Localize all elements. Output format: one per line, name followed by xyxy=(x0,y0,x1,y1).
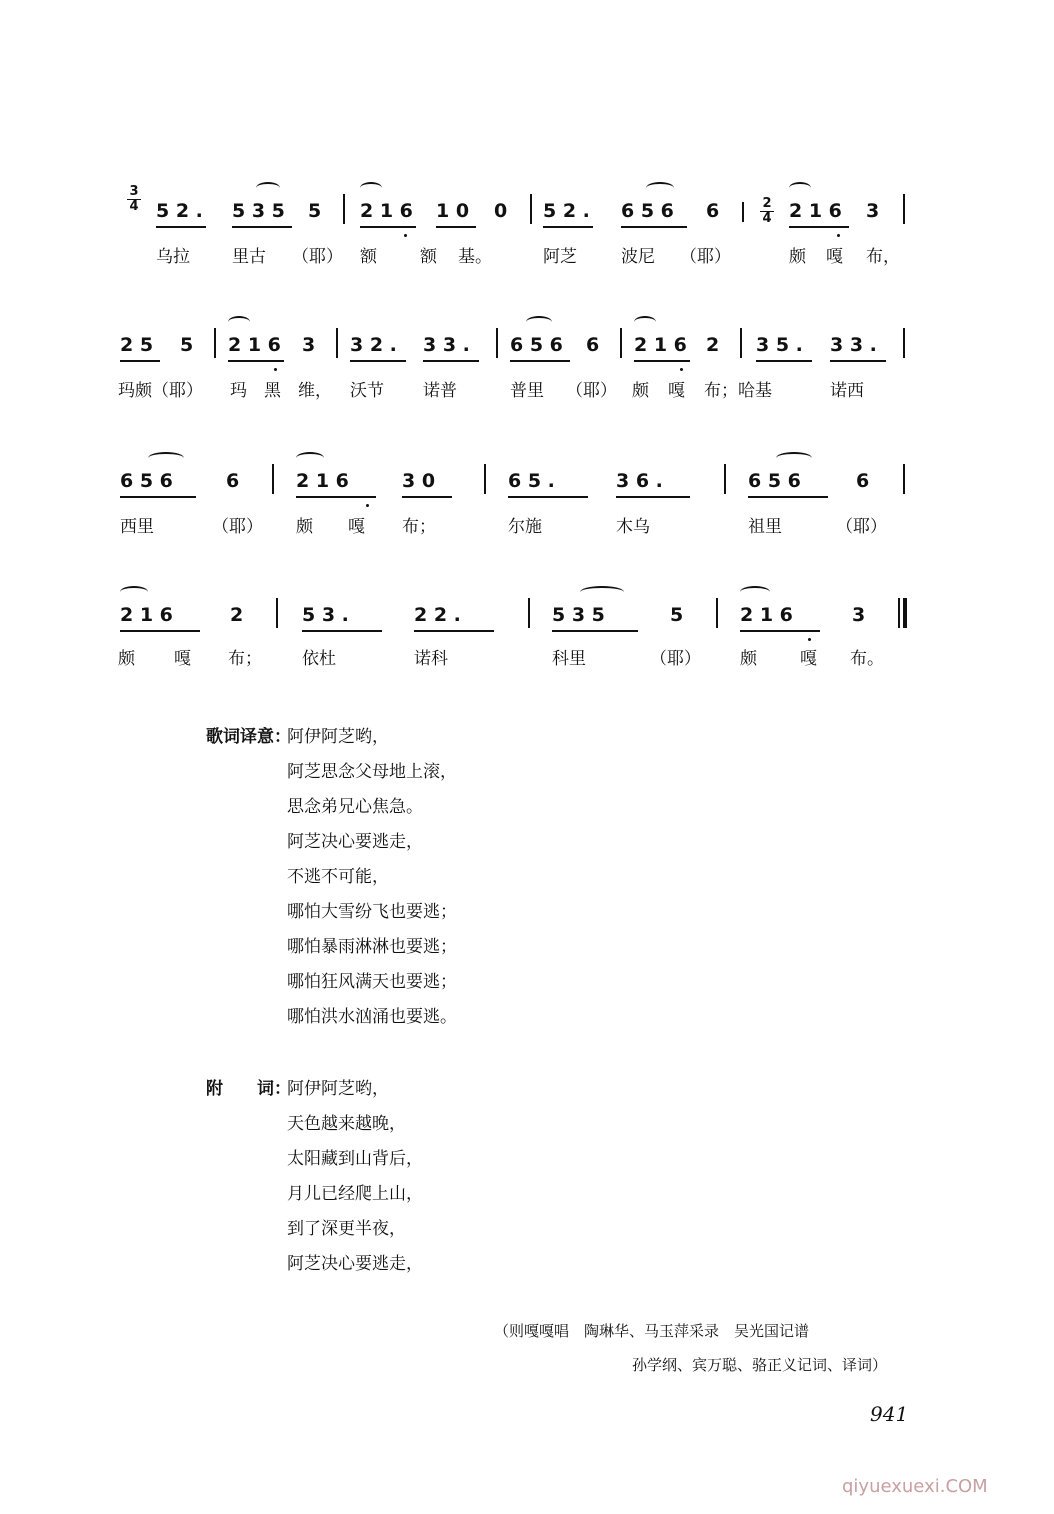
translation-lines xyxy=(287,722,457,1037)
octave-dot xyxy=(274,368,277,371)
underline xyxy=(789,226,849,228)
lyric: （耶） xyxy=(292,247,343,267)
note-group: 6 5 6 xyxy=(748,470,801,492)
bar-line xyxy=(276,598,278,628)
note-group: 5 3 5 xyxy=(552,604,605,626)
bar-line xyxy=(336,328,338,358)
tie-arc xyxy=(776,452,812,464)
underline xyxy=(414,630,494,632)
bar-line xyxy=(903,194,905,224)
translation-line: 阿伊阿芝哟， xyxy=(287,727,389,747)
note-group: 6 xyxy=(706,200,720,222)
note-group: 2 1 6 xyxy=(740,604,793,626)
lyric: 布； xyxy=(228,649,262,669)
lyrics-row-3 xyxy=(0,512,1054,552)
bar-line xyxy=(716,598,718,628)
appendix-label: 附 词： xyxy=(206,1079,291,1099)
staff-row-4 xyxy=(0,604,1054,644)
translation-line: 哪怕洪水汹涌也要逃。 xyxy=(287,1007,457,1027)
note-group: 5 xyxy=(670,604,684,626)
octave-dot xyxy=(404,234,407,237)
appendix-line: 月儿已经爬上山， xyxy=(287,1184,423,1204)
octave-dot xyxy=(366,504,369,507)
note-group: 2 1 6 xyxy=(634,334,687,356)
appendix-line: 天色越来越晚， xyxy=(287,1114,406,1134)
underline xyxy=(616,496,690,498)
tie-arc xyxy=(526,316,552,328)
note-group: 3 3 . xyxy=(423,334,470,356)
translation-line: 哪怕狂风满天也要逃； xyxy=(287,972,457,992)
lyric: 沃节 xyxy=(350,381,384,401)
lyric: 维， xyxy=(298,381,332,401)
underline xyxy=(120,360,160,362)
note-group: 1 0 xyxy=(436,200,470,222)
lyric: 额 xyxy=(420,247,437,267)
bar-line xyxy=(272,464,274,494)
appendix-lines xyxy=(287,1074,423,1284)
note-group: 2 1 6 xyxy=(360,200,413,222)
lyric: 额 xyxy=(360,247,377,267)
lyric: 玛 xyxy=(230,381,247,401)
bar-line xyxy=(484,464,486,494)
lyric: 布， xyxy=(866,247,900,267)
bar-line xyxy=(620,328,622,358)
tie-arc xyxy=(228,316,250,328)
lyric: 普里 xyxy=(510,381,544,401)
note-group: 3 2 . xyxy=(350,334,397,356)
time-signature-2-4: 2 4 xyxy=(760,198,774,225)
bar-line xyxy=(903,328,905,358)
note-group: 2 2 . xyxy=(414,604,461,626)
underline xyxy=(552,630,638,632)
note-group: 6 xyxy=(226,470,240,492)
tie-arc xyxy=(120,586,148,598)
underline xyxy=(120,630,200,632)
lyric: 基。 xyxy=(458,247,492,267)
bar-line xyxy=(528,598,530,628)
lyric: 尔施 xyxy=(508,517,542,537)
appendix-line: 太阳藏到山背后， xyxy=(287,1149,423,1169)
note-group: 5 2 . xyxy=(543,200,590,222)
underline xyxy=(120,496,196,498)
lyric: 科里 xyxy=(552,649,586,669)
underline xyxy=(232,226,292,228)
bar-line xyxy=(740,328,742,358)
credit-line-2: 孙学纲、宾万聪、骆正义记词、译词） xyxy=(632,1356,888,1374)
tie-arc xyxy=(580,586,624,598)
note-group: 3 xyxy=(302,334,316,356)
appendix-line: 阿芝决心要逃走， xyxy=(287,1254,423,1274)
underline xyxy=(296,496,376,498)
lyrics-row-4 xyxy=(0,644,1054,684)
translation-line: 阿芝决心要逃走， xyxy=(287,832,423,852)
lyric: 布。 xyxy=(850,649,884,669)
lyric: 布； xyxy=(402,517,436,537)
lyric: 木乌 xyxy=(616,517,650,537)
note-group: 5 3 5 xyxy=(232,200,285,222)
note-group: 5 xyxy=(180,334,194,356)
note-group: 6 5 . xyxy=(508,470,555,492)
bar-line xyxy=(742,202,744,222)
underline xyxy=(830,360,886,362)
lyric: 布；哈基 xyxy=(704,381,772,401)
lyric: （耶） xyxy=(680,247,731,267)
translation-line: 思念弟兄心焦急。 xyxy=(287,797,423,817)
lyric: 颇 xyxy=(118,649,135,669)
appendix-line: 到了深更半夜， xyxy=(287,1219,406,1239)
underline xyxy=(740,630,820,632)
bar-line xyxy=(530,194,532,224)
note-group: 6 xyxy=(586,334,600,356)
lyric: 阿芝 xyxy=(543,247,577,267)
underline xyxy=(302,630,382,632)
tie-arc xyxy=(148,452,184,464)
end-bar-line xyxy=(898,598,900,628)
note-group: 5 2 . xyxy=(156,200,203,222)
lyric: 嘎 xyxy=(348,517,365,537)
lyric: 祖里 xyxy=(748,517,782,537)
bar-line xyxy=(903,464,905,494)
note-group: 6 5 6 xyxy=(621,200,674,222)
underline xyxy=(436,226,476,228)
underline xyxy=(621,226,687,228)
lyric: 颇 xyxy=(632,381,649,401)
note-group: 2 5 xyxy=(120,334,154,356)
note-group: 3 6 . xyxy=(616,470,663,492)
underline xyxy=(510,360,570,362)
lyric: （耶） xyxy=(650,649,701,669)
lyric: 诺普 xyxy=(423,381,457,401)
translation-line: 哪怕暴雨淋淋也要逃； xyxy=(287,937,457,957)
appendix-line: 阿伊阿芝哟， xyxy=(287,1079,389,1099)
tie-arc xyxy=(789,182,811,194)
watermark: qiyuexuexi.COM xyxy=(842,1476,988,1497)
end-bar-line-thick xyxy=(903,598,907,628)
underline xyxy=(748,496,828,498)
octave-dot xyxy=(808,638,811,641)
note-group: 3 3 . xyxy=(830,334,877,356)
note-group: 3 xyxy=(866,200,880,222)
staff-row-2 xyxy=(0,334,1054,374)
tie-arc xyxy=(646,182,674,194)
lyric: 依杜 xyxy=(302,649,336,669)
page-number: 941 xyxy=(870,1402,909,1426)
underline xyxy=(156,226,206,228)
note-group: 3 0 xyxy=(402,470,436,492)
note-group: 3 xyxy=(852,604,866,626)
note-group: 5 xyxy=(308,200,322,222)
lyrics-row-1 xyxy=(0,242,1054,282)
note-group: 2 xyxy=(230,604,244,626)
underline xyxy=(634,360,690,362)
underline xyxy=(508,496,588,498)
credit-line-1: （则嘎嘎唱 陶琳华、马玉萍采录 吴光国记谱 xyxy=(494,1322,810,1340)
underline xyxy=(423,360,479,362)
lyric: 里古 xyxy=(232,247,266,267)
note-group: 2 1 6 xyxy=(296,470,349,492)
note-group: 0 xyxy=(494,200,508,222)
underline xyxy=(350,360,406,362)
lyric: 波尼 xyxy=(621,247,655,267)
note-group: 2 xyxy=(706,334,720,356)
bar-line xyxy=(343,194,345,224)
bar-line xyxy=(724,464,726,494)
lyric: 颇 xyxy=(740,649,757,669)
lyric: 黑 xyxy=(264,381,281,401)
lyric: 颇 xyxy=(296,517,313,537)
bar-line xyxy=(214,328,216,358)
note-group: 6 5 6 xyxy=(120,470,173,492)
time-signature-3-4: 3 4 xyxy=(127,186,141,213)
note-group: 2 1 6 xyxy=(120,604,173,626)
staff-row-1 xyxy=(0,200,1054,240)
lyric: 玛颇（耶） xyxy=(118,381,203,401)
note-group: 5 3 . xyxy=(302,604,349,626)
lyric: 西里 xyxy=(120,517,154,537)
lyric: 嘎 xyxy=(826,247,843,267)
lyric: 诺科 xyxy=(414,649,448,669)
note-group: 6 5 6 xyxy=(510,334,563,356)
tie-arc xyxy=(634,316,656,328)
lyric: 乌拉 xyxy=(156,247,190,267)
lyrics-row-2 xyxy=(0,376,1054,416)
underline xyxy=(402,496,452,498)
lyric: 诺西 xyxy=(830,381,864,401)
tie-arc xyxy=(256,182,280,194)
lyric: （耶） xyxy=(212,517,263,537)
underline xyxy=(360,226,416,228)
translation-line: 不逃不可能， xyxy=(287,867,389,887)
octave-dot xyxy=(837,234,840,237)
tie-arc xyxy=(740,586,770,598)
tie-arc xyxy=(296,452,324,464)
octave-dot xyxy=(680,368,683,371)
translation-line: 阿芝思念父母地上滚， xyxy=(287,762,457,782)
lyric: 嘎 xyxy=(800,649,817,669)
lyric: 嘎 xyxy=(174,649,191,669)
staff-row-3 xyxy=(0,470,1054,510)
underline xyxy=(543,226,593,228)
note-group: 2 1 6 xyxy=(228,334,281,356)
lyric: （耶） xyxy=(836,517,887,537)
tie-arc xyxy=(360,182,382,194)
lyric: （耶） xyxy=(566,381,617,401)
underline xyxy=(756,360,812,362)
translation-line: 哪怕大雪纷飞也要逃； xyxy=(287,902,457,922)
bar-line xyxy=(496,328,498,358)
note-group: 3 5 . xyxy=(756,334,803,356)
translation-label: 歌词译意： xyxy=(206,727,291,747)
underline xyxy=(228,360,284,362)
lyric: 嘎 xyxy=(668,381,685,401)
note-group: 6 xyxy=(856,470,870,492)
note-group: 2 1 6 xyxy=(789,200,842,222)
lyric: 颇 xyxy=(789,247,806,267)
